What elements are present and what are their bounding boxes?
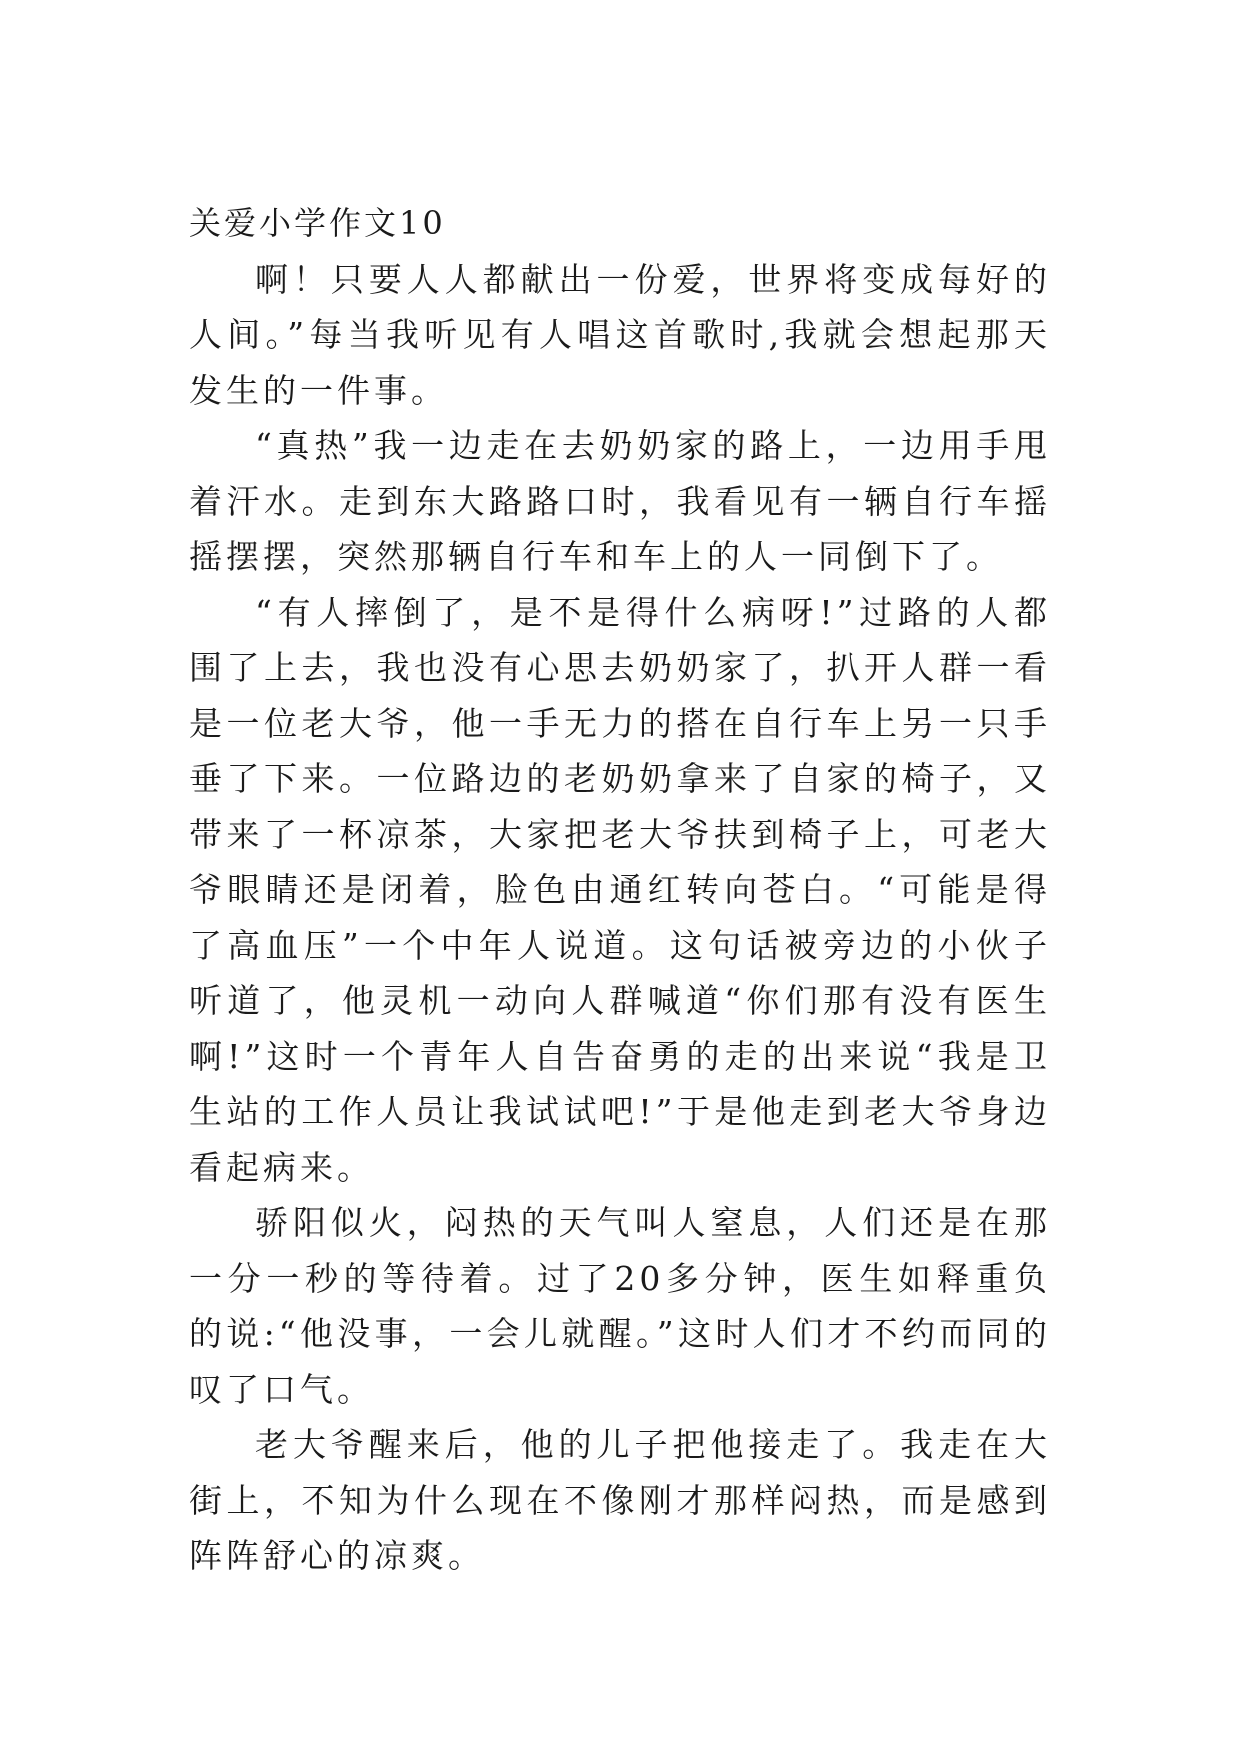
- document-title: 关爱小学作文10: [189, 204, 446, 242]
- document-body: [189, 196, 1051, 1584]
- paragraph-2: “真热”我一边走在去奶奶家的路上，一边用手甩着汗水。走到东大路路口时，我看见有一辆自行车摇摇摆摆，突然那辆自行车和车上的人一同倒下了。: [189, 426, 1051, 576]
- paragraph-4: 骄阳似火，闷热的天气叫人窒息，人们还是在那一分一秒的等待着。过了20多分钟，医生如释重负的说:“他没事，一会儿就醒。”这时人们才不约而同的叹了口气。: [189, 1203, 1051, 1409]
- paragraph-3: “有人摔倒了，是不是得什么病呀!”过路的人都围了上去，我也没有心思去奶奶家了，扒开人群一看是一位老大爷，他一手无力的搭在自行车上另一只手垂了下来。一位路边的老奶奶拿来了自家的椅子，又带来了一杯凉茶，大家把老大爷扶到椅子上，可老大爷眼睛还是闭着，脸色由通红转向苍白。“可能是得了高血压”一个中年人说道。这句话被旁边的小伙子听道了，他灵机一动向人群喊道“你们那有没有医生啊!”这时一个青年人自告奋勇的走的出来说“我是卫生站的工作人员让我试试吧!”于是他走到老大爷身边看起病来。: [189, 592, 1051, 1187]
- paragraph-5: 老大爷醒来后，他的儿子把他接走了。我走在大街上，不知为什么现在不像刚才那样闷热，而是感到阵阵舒心的凉爽。: [189, 1425, 1051, 1575]
- paragraph-1: 啊！只要人人都献出一份爱，世界将变成每好的人间。”每当我听见有人唱这首歌时,我就会想起那天发生的一件事。: [189, 259, 1051, 410]
